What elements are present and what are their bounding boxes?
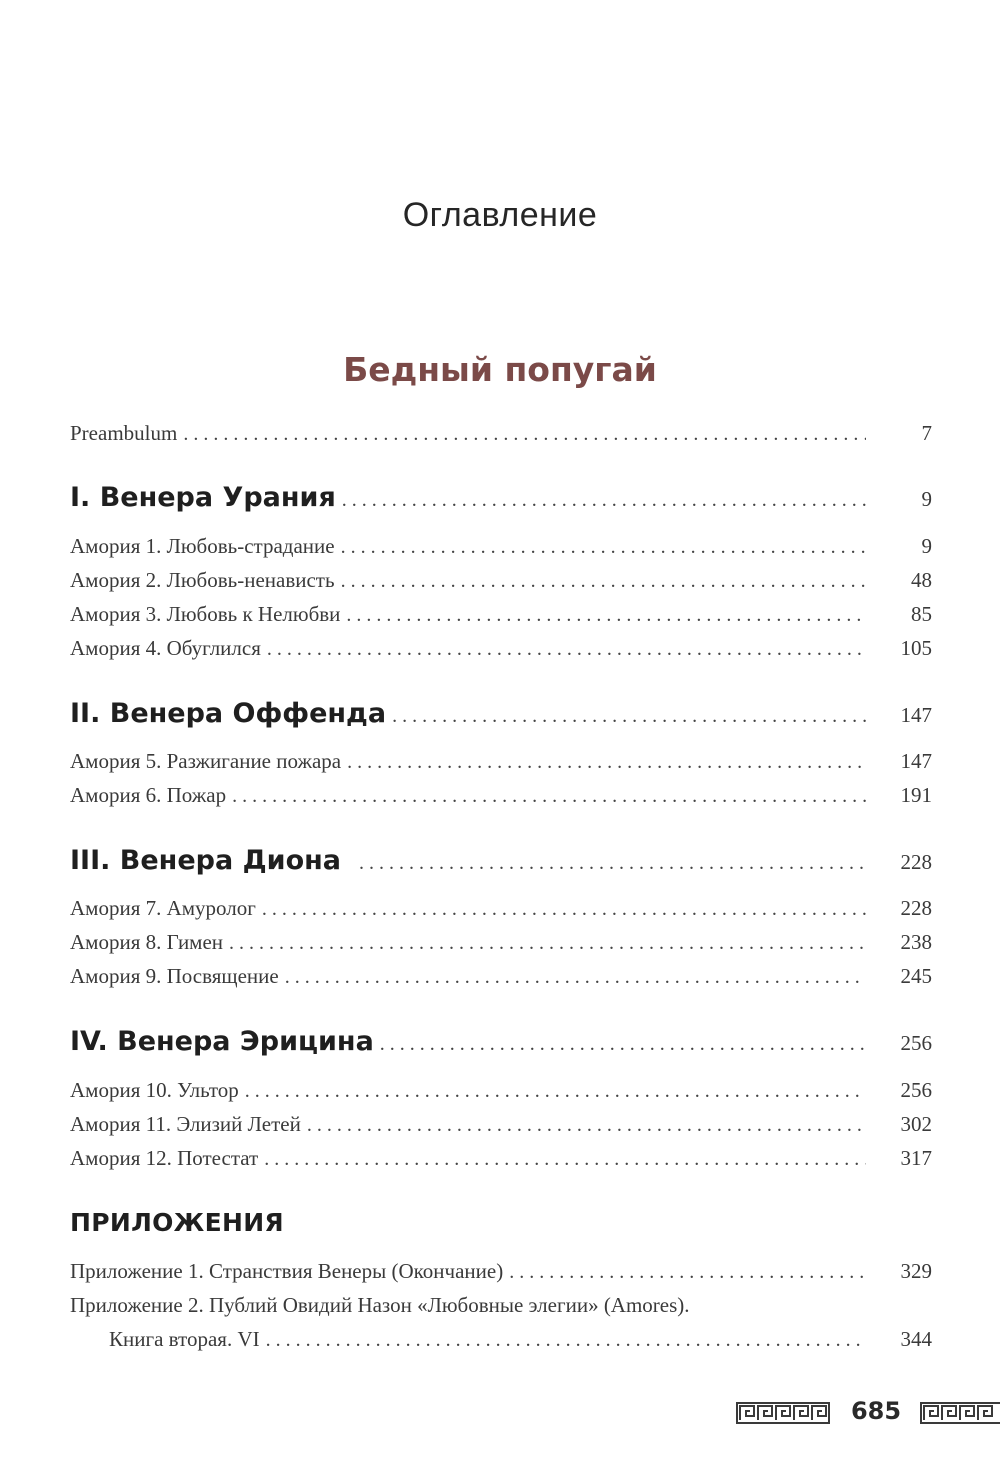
leader-dots [267,638,866,661]
toc-entry-page: 238 [900,930,932,954]
toc-entry-label: Амория 10. Ультор [70,1078,239,1102]
leader-dots [347,751,866,774]
page-footer [736,1396,1000,1430]
toc-entry-page: 48 [911,568,932,592]
toc-entry-preambulum[interactable] [70,421,932,451]
leader-dots [509,1261,866,1284]
toc-entry-label: Амория 9. Посвящение [70,964,279,988]
leader-dots [229,932,866,955]
toc-entry-page: 147 [900,749,932,773]
toc-entry-label: Амория 2. Любовь-ненависть [70,568,335,592]
toc-entry[interactable] [70,1146,932,1176]
toc-entry-page: 329 [900,1259,932,1283]
leader-dots [307,1114,866,1137]
toc-entry-page: 85 [911,602,932,626]
toc-entry-page: 228 [900,896,932,920]
toc-entry[interactable] [70,636,932,666]
leader-dots [183,423,866,446]
toc-entry-label: Амория 12. Потестат [70,1146,259,1170]
leader-dots [342,489,866,512]
toc-part-title: IV. Венера Эрицина [70,1026,374,1057]
leader-dots [392,705,866,728]
leader-dots [380,1033,866,1056]
toc-entry-label: Амория 3. Любовь к Нелюбви [70,602,341,626]
toc-entry-page: 317 [900,1146,932,1170]
toc-entry-page: 191 [900,783,932,807]
toc-entry[interactable] [70,1112,932,1142]
toc-entry-page: 302 [900,1112,932,1136]
book-title: Бедный попугай [343,350,657,389]
toc-entry-label: Амория 4. Обуглился [70,636,261,660]
toc-part-title: III. Венера Диона [70,845,341,876]
toc-part-1[interactable] [70,482,932,518]
leader-dots [264,1148,866,1171]
toc-entry-label: Амория 11. Элизий Летей [70,1112,301,1136]
toc-entry-page: 9 [921,534,932,558]
toc-entry[interactable] [70,534,932,564]
toc-entry[interactable] [70,930,932,960]
toc-entry-page: 245 [900,964,932,988]
toc-entry-label: Preambulum [70,421,178,445]
leader-dots [346,604,866,627]
toc-part-3[interactable] [70,845,932,881]
toc-entry[interactable] [70,1078,932,1108]
toc-entry[interactable] [70,964,932,994]
leader-dots [285,966,866,989]
toc-entry-label: Приложение 1. Странствия Венеры (Окончание) [70,1259,504,1283]
toc-appendix-2-line1[interactable]: Приложение 2. Публий Овидий Назон «Любовные элегии» (Amores). [70,1293,690,1317]
page-number: 685 [850,1397,902,1425]
toc-entry-label: Амория 1. Любовь-страдание [70,534,335,558]
leader-dots [341,536,866,559]
toc-part-4[interactable] [70,1026,932,1062]
toc-entry[interactable] [70,749,932,779]
leader-dots [359,852,866,875]
toc-entry-label: Книга вторая. VI [109,1327,260,1351]
toc-entry-label: Амория 7. Амуролог [70,896,256,920]
toc-entry[interactable] [70,568,932,598]
toc-part-page: 9 [921,487,932,511]
leader-dots [262,898,866,921]
toc-entry-page: 256 [900,1078,932,1102]
toc-part-page: 256 [900,1031,932,1055]
toc-part-page: 147 [900,703,932,727]
toc-entry[interactable] [70,896,932,926]
toc-part-page: 228 [900,850,932,874]
toc-entry[interactable] [70,783,932,813]
toc-entry-page: 344 [900,1327,932,1351]
toc-entry-page: 7 [921,421,932,445]
toc-appendix-2[interactable] [109,1327,932,1357]
leader-dots [232,785,866,808]
toc-entry-label: Амория 8. Гимен [70,930,224,954]
toc-appendix-1[interactable] [70,1259,932,1289]
toc-entry-label: Амория 5. Разжигание пожара [70,749,342,773]
leader-dots [341,570,866,593]
toc-entry-label: Амория 6. Пожар [70,783,227,807]
leader-dots [266,1329,866,1352]
toc-part-title: II. Венера Оффенда [70,698,387,729]
toc-heading: Оглавление [402,196,598,234]
leader-dots [245,1080,866,1103]
toc-entry[interactable] [70,602,932,632]
toc-entry-page: 105 [900,636,932,660]
toc-part-2[interactable] [70,698,932,734]
greek-key-ornament-icon [736,1402,830,1424]
appendices-heading: ПРИЛОЖЕНИЯ [70,1208,284,1237]
toc-part-title: I. Венера Урания [70,482,336,513]
greek-key-ornament-icon [920,1402,1000,1424]
